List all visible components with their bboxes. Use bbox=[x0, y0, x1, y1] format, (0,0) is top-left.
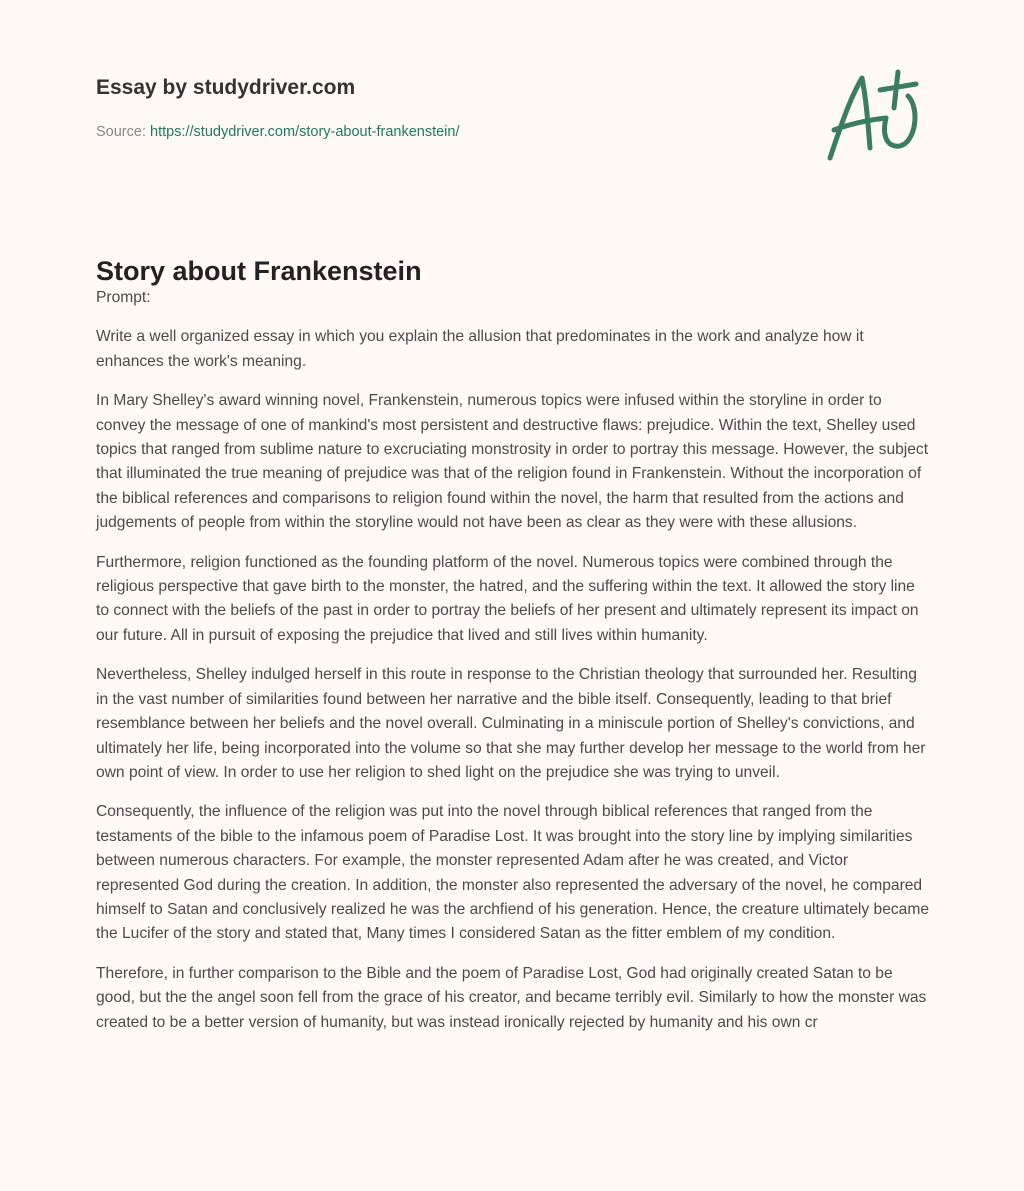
site-title: Essay by studydriver.com bbox=[96, 76, 356, 99]
source-label: Source: bbox=[96, 124, 146, 140]
paragraph: Nevertheless, Shelley indulged herself in this route in response to the Christian theology that surrounded her. Resulting in the vast number of similarities found between her narrative and the bible itself. Consequently, leading to that brief resemblance between her beliefs and the novel overall. Culminating in a miniscule portion of Shelley's convictions, and ultimately her life, being incorporated into the volume so that she may further develop her message to the world from her own point of view. In order to use her religion to shed light on the prejudice she was trying to unveil. bbox=[96, 666, 926, 781]
source-link[interactable]: https://studydriver.com/story-about-frankenstein/ bbox=[150, 124, 460, 140]
prompt-text: Write a well organized essay in which you explain the allusion that predominates in the work and analyze how it enhances the work's meaning. bbox=[96, 328, 864, 370]
paragraph: Furthermore, religion functioned as the founding platform of the novel. Numerous topics were combined through the religious perspective that gave birth to the monster, the hatred, and the suffering within the text. It allowed the story line to connect with the beliefs of the past in order to portray the beliefs of her present and ultimately represent its impact on our future. All in pursuit of exposing the prejudice that lived and still lives within humanity. bbox=[96, 553, 919, 644]
a-plus-logo bbox=[820, 68, 930, 164]
essay-title: Story about Frankenstein bbox=[96, 256, 422, 286]
paragraph: Therefore, in further comparison to the Bible and the poem of Paradise Lost, God had originally created Satan to be good, but the the angel soon fell from the grace of his creator, and became terribly evil. Similarly to how the monster was created to be a better version of humanity, but was instead ironically rejected by humanity and his own cr bbox=[96, 964, 927, 1031]
essay-body bbox=[96, 286, 932, 1050]
paragraph: Consequently, the influence of the religion was put into the novel through biblical references that ranged from the testaments of the bible to the infamous poem of Paradise Lost. It was brought into the story line by implying similarities between numerous characters. For example, the monster represented Adam after he was created, and Victor represented God during the creation. In addition, the monster also represented the adversary of the novel, he compared himself to Satan and conclusively realized he was the archfiend of his generation. Hence, the creature ultimately became the Lucifer of the story and stated that, Many times I considered Satan as the fitter emblem of my condition. bbox=[96, 803, 929, 943]
source-line bbox=[96, 124, 460, 140]
prompt-label: Prompt: bbox=[96, 289, 151, 306]
paragraph: In Mary Shelley's award winning novel, Frankenstein, numerous topics were infused within the storyline in order to convey the message of one of mankind's most persistent and destructive flaws: prejudice. Within the text, Shelley used topics that ranged from sublime nature to excruciating monstrosity in order to portray this message. However, the subject that illuminated the true meaning of prejudice was that of the religion found in Frankenstein. Without the incorporation of the biblical references and comparisons to religion found within the novel, the harm that resulted from the actions and judgements of people from within the storyline would not have been as clear as they were with these allusions. bbox=[96, 392, 929, 532]
